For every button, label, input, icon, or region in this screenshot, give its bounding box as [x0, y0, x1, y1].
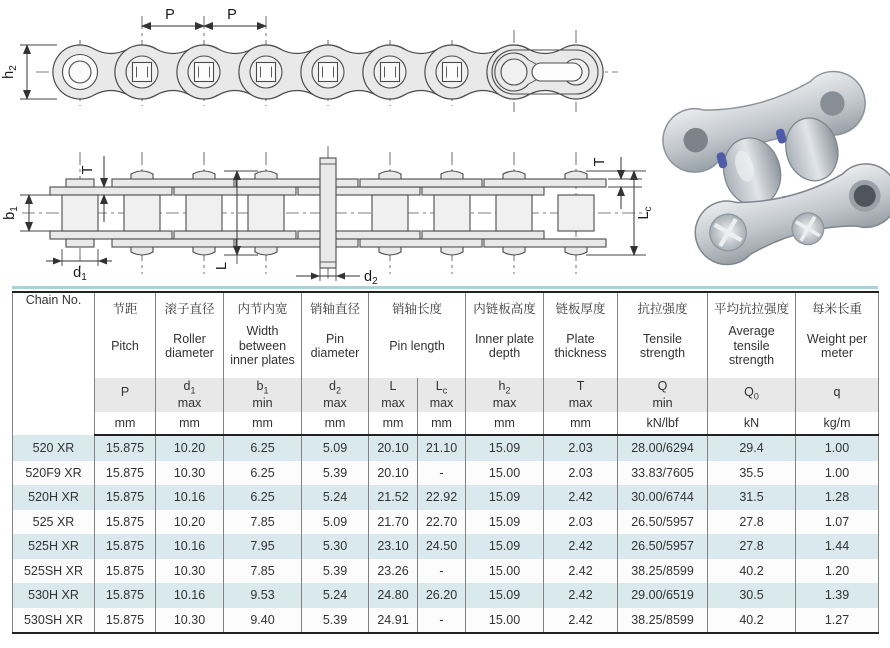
spec-value-cell: 2.03: [544, 461, 618, 486]
spec-value-cell: 24.50: [418, 534, 466, 559]
spec-value-cell: 1.27: [796, 608, 879, 634]
spec-value-cell: 30.00/6744: [618, 485, 708, 510]
spec-value-cell: 7.85: [224, 510, 302, 535]
spec-value-cell: 40.2: [708, 608, 796, 634]
spec-value-cell: 26.20: [418, 583, 466, 608]
spec-value-cell: 5.24: [302, 583, 369, 608]
connecting-pin: [320, 158, 336, 268]
spec-value-cell: 15.00: [466, 461, 544, 486]
spec-value-cell: 15.00: [466, 559, 544, 584]
sym-inner-width: $b_1$ min: [224, 378, 302, 412]
plate-thickness-label-left: T: [80, 165, 96, 175]
unit-inner-plate-depth: mm: [466, 412, 544, 435]
spec-value-cell: -: [418, 559, 466, 584]
spec-value-cell: 2.03: [544, 510, 618, 535]
spec-value-cell: 29.4: [708, 435, 796, 461]
header-symbol-row: [13, 378, 879, 412]
col-header-weight-per-meter: 每米长重 Weight per meter: [796, 292, 879, 378]
spec-value-cell: 15.00: [466, 608, 544, 634]
table-row: [13, 461, 879, 486]
spec-value-cell: 6.25: [224, 485, 302, 510]
chain-no-cell: 525SH XR: [13, 559, 95, 584]
spec-value-cell: 27.8: [708, 534, 796, 559]
chain-no-cell: 525H XR: [13, 534, 95, 559]
spec-value-cell: 40.2: [708, 559, 796, 584]
table-row: [13, 534, 879, 559]
pin-diameter-dimension: [296, 268, 378, 287]
spec-value-cell: 15.09: [466, 485, 544, 510]
spec-value-cell: 6.25: [224, 435, 302, 461]
spec-value-cell: 15.09: [466, 510, 544, 535]
col-header-chain-no: Chain No.: [13, 292, 95, 435]
sym-pin-length-cotter: $L_c$ max: [418, 378, 466, 412]
spec-value-cell: 28.00/6294: [618, 435, 708, 461]
spec-value-cell: 5.09: [302, 435, 369, 461]
unit-inner-width: mm: [224, 412, 302, 435]
table-row: [13, 435, 879, 461]
spec-value-cell: 7.85: [224, 559, 302, 584]
spec-value-cell: 15.09: [466, 534, 544, 559]
plate-depth-label: $h_2$: [1, 65, 19, 79]
chain-no-cell: 525 XR: [13, 510, 95, 535]
spec-value-cell: 23.10: [369, 534, 418, 559]
plate-thickness-label-right: T: [592, 157, 608, 167]
sym-weight-per-meter: q: [796, 378, 879, 412]
cotter-pin-length-label: $L_c$: [636, 206, 654, 220]
spec-value-cell: 10.30: [156, 461, 224, 486]
spec-value-cell: 1.28: [796, 485, 879, 510]
spec-value-cell: 35.5: [708, 461, 796, 486]
spec-value-cell: 2.42: [544, 608, 618, 634]
spec-value-cell: 2.42: [544, 534, 618, 559]
sym-average-tensile-strength: $Q_0$: [708, 378, 796, 412]
spec-value-cell: 15.875: [95, 485, 156, 510]
front-link-plate: [688, 157, 890, 272]
spec-value-cell: 2.03: [544, 435, 618, 461]
table-row: [13, 559, 879, 584]
spec-value-cell: 33.83/7605: [618, 461, 708, 486]
spec-value-cell: 1.39: [796, 583, 879, 608]
inner-width-label: $b_1$: [2, 206, 20, 220]
spec-value-cell: 5.39: [302, 608, 369, 634]
spec-value-cell: 38.25/8599: [618, 559, 708, 584]
unit-pin-length: mm: [369, 412, 418, 435]
spec-value-cell: 9.53: [224, 583, 302, 608]
spec-value-cell: 27.8: [708, 510, 796, 535]
spec-value-cell: 26.50/5957: [618, 510, 708, 535]
col-header-roller-diameter: 滚子直径 Roller diameter: [156, 292, 224, 378]
sym-plate-thickness: T max: [544, 378, 618, 412]
spec-value-cell: 2.42: [544, 485, 618, 510]
spec-value-cell: 1.20: [796, 559, 879, 584]
spec-value-cell: 22.70: [418, 510, 466, 535]
col-header-average-tensile-strength: 平均抗拉强度 Average tensile strength: [708, 292, 796, 378]
spec-value-cell: 10.16: [156, 485, 224, 510]
spec-table-container: [12, 286, 878, 634]
unit-pitch: mm: [95, 412, 156, 435]
spec-value-cell: 15.875: [95, 534, 156, 559]
unit-pin-length-cotter: mm: [418, 412, 466, 435]
header-units-row: [13, 412, 879, 435]
unit-average-tensile-strength: kN: [708, 412, 796, 435]
spec-value-cell: 26.50/5957: [618, 534, 708, 559]
spec-value-cell: 5.09: [302, 510, 369, 535]
spec-value-cell: 24.91: [369, 608, 418, 634]
sym-roller-diameter: $d_1$ max: [156, 378, 224, 412]
spec-value-cell: 10.16: [156, 534, 224, 559]
spec-value-cell: 29.00/6519: [618, 583, 708, 608]
spec-value-cell: 15.875: [95, 461, 156, 486]
side-view-drawing: [1, 7, 618, 112]
spec-table: [12, 291, 879, 634]
unit-roller-diameter: mm: [156, 412, 224, 435]
spec-value-cell: 5.30: [302, 534, 369, 559]
spec-value-cell: 31.5: [708, 485, 796, 510]
table-row: [13, 608, 879, 634]
spec-value-cell: 6.25: [224, 461, 302, 486]
spec-value-cell: 15.09: [466, 435, 544, 461]
spec-value-cell: 23.26: [369, 559, 418, 584]
spec-value-cell: 20.10: [369, 435, 418, 461]
spec-value-cell: 15.875: [95, 559, 156, 584]
product-photo: [656, 62, 890, 274]
roller-diameter-dimension: [46, 249, 112, 283]
plan-view-drawing: [2, 146, 654, 287]
spec-value-cell: 5.39: [302, 461, 369, 486]
spec-value-cell: 1.00: [796, 435, 879, 461]
technical-drawings: [0, 0, 890, 288]
col-header-plate-thickness: 链板厚度 Plate thickness: [544, 292, 618, 378]
spec-value-cell: 1.44: [796, 534, 879, 559]
col-header-inner-width: 内节内宽 Width between inner plates: [224, 292, 302, 378]
sym-inner-plate-depth: $h_2$ max: [466, 378, 544, 412]
spec-value-cell: 5.24: [302, 485, 369, 510]
spec-value-cell: 22.92: [418, 485, 466, 510]
spec-value-cell: 15.875: [95, 510, 156, 535]
unit-pin-diameter: mm: [302, 412, 369, 435]
pin-diameter-label: $d_2$: [364, 269, 378, 287]
chain-no-cell: 520 XR: [13, 435, 95, 461]
pitch-label-1: P: [165, 7, 175, 23]
spec-value-cell: 10.30: [156, 608, 224, 634]
spec-value-cell: 5.39: [302, 559, 369, 584]
col-header-pitch: 节距 Pitch: [95, 292, 156, 378]
table-row: [13, 510, 879, 535]
spec-value-cell: 1.07: [796, 510, 879, 535]
spec-value-cell: 2.42: [544, 583, 618, 608]
spec-value-cell: 21.52: [369, 485, 418, 510]
spec-value-cell: 38.25/8599: [618, 608, 708, 634]
spec-value-cell: 7.95: [224, 534, 302, 559]
chain-no-cell: 520H XR: [13, 485, 95, 510]
sym-pitch: P: [95, 378, 156, 412]
chain-no-cell: 520F9 XR: [13, 461, 95, 486]
spec-value-cell: 1.00: [796, 461, 879, 486]
sym-pin-length: L max: [369, 378, 418, 412]
chain-no-cell: 530H XR: [13, 583, 95, 608]
spec-value-cell: 10.20: [156, 435, 224, 461]
spec-value-cell: 15.875: [95, 608, 156, 634]
spec-value-cell: 10.30: [156, 559, 224, 584]
spec-value-cell: 21.70: [369, 510, 418, 535]
spec-value-cell: -: [418, 461, 466, 486]
chain-no-cell: 530SH XR: [13, 608, 95, 634]
unit-tensile-strength: kN/lbf: [618, 412, 708, 435]
table-row: [13, 485, 879, 510]
spec-value-cell: 24.80: [369, 583, 418, 608]
spec-value-cell: 15.875: [95, 435, 156, 461]
table-row: [13, 583, 879, 608]
col-header-pin-diameter: 销轴直径 Pin diameter: [302, 292, 369, 378]
unit-weight-per-meter: kg/m: [796, 412, 879, 435]
spec-value-cell: 30.5: [708, 583, 796, 608]
spec-value-cell: 2.42: [544, 559, 618, 584]
spec-table-body: [13, 435, 879, 633]
pitch-label-2: P: [227, 7, 237, 23]
spec-value-cell: 15.875: [95, 583, 156, 608]
spec-value-cell: 9.40: [224, 608, 302, 634]
spec-value-cell: 20.10: [369, 461, 418, 486]
spec-value-cell: -: [418, 608, 466, 634]
roller-diameter-label: $d_1$: [73, 265, 87, 283]
header-description-row: [13, 292, 879, 378]
col-header-pin-length: 销轴长度 Pin length: [369, 292, 466, 378]
col-header-tensile-strength: 抗拉强度 Tensile strength: [618, 292, 708, 378]
sym-tensile-strength: Q min: [618, 378, 708, 412]
sym-pin-diameter: $d_2$ max: [302, 378, 369, 412]
col-header-inner-plate-depth: 内链板高度 Inner plate depth: [466, 292, 544, 378]
spec-value-cell: 15.09: [466, 583, 544, 608]
spec-value-cell: 21.10: [418, 435, 466, 461]
unit-plate-thickness: mm: [544, 412, 618, 435]
spec-value-cell: 10.16: [156, 583, 224, 608]
spec-value-cell: 10.20: [156, 510, 224, 535]
pin-length-label: L: [214, 261, 230, 270]
